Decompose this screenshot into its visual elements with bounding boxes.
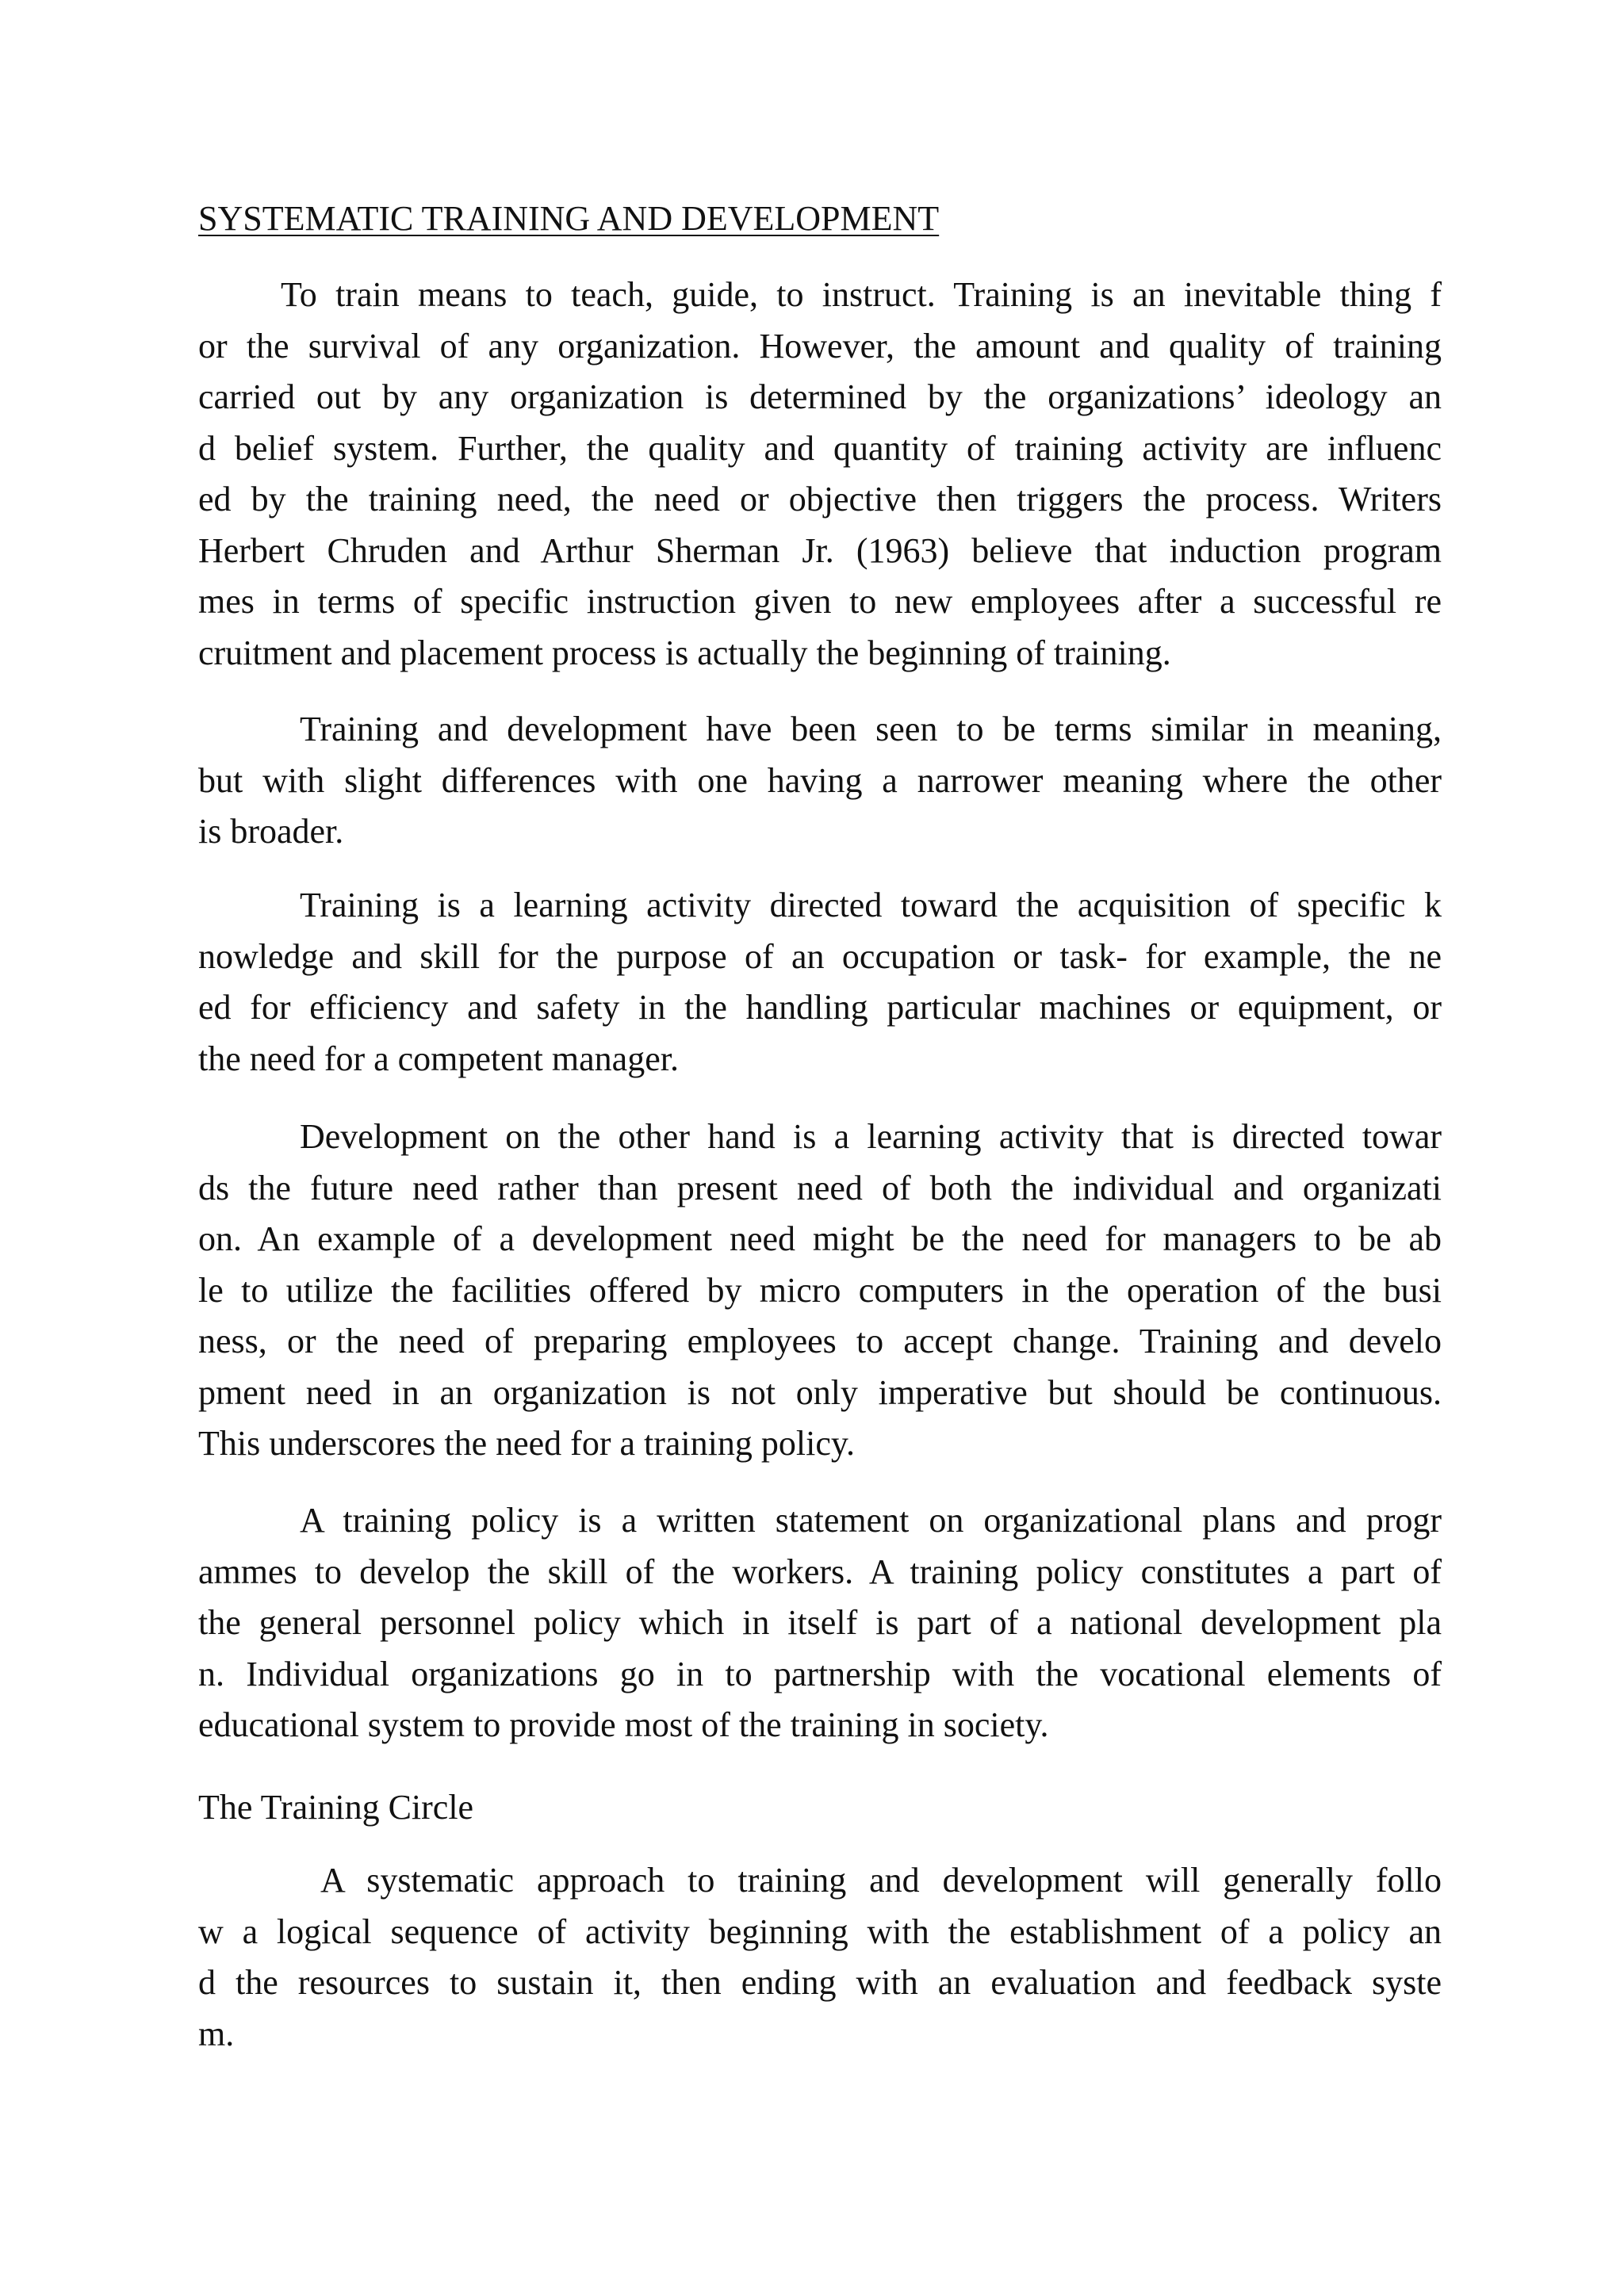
paragraph-5: [198, 1495, 1442, 1751]
paragraph-line: To train means to teach, guide, to instruct. Training is an inevitable thing f: [281, 275, 1442, 314]
paragraph-line: A systematic approach to training and development will generally follo: [320, 1861, 1442, 1900]
paragraph-line: but with slight differences with one having a narrower meaning where the other: [198, 760, 1442, 800]
paragraph-line: on. An example of a development need might be the need for managers to be ab: [198, 1219, 1442, 1258]
paragraph-3: [198, 880, 1442, 1085]
paragraph-line: is broader.: [198, 812, 344, 851]
paragraph-line: ed by the training need, the need or objective then triggers the process. Writers: [198, 480, 1442, 519]
paragraph-line: ness, or the need of preparing employees to accept change. Training and develo: [198, 1322, 1442, 1360]
paragraph-line: Herbert Chruden and Arthur Sherman Jr. (1963) believe that induction program: [198, 530, 1442, 570]
paragraph-line: This underscores the need for a training policy.: [198, 1424, 855, 1463]
paragraph-line: nowledge and skill for the purpose of an occupation or task- for example, the ne: [198, 936, 1442, 976]
paragraph-line: the need for a competent manager.: [198, 1039, 679, 1078]
paragraph-line: d belief system. Further, the quality and quantity of training activity are influenc: [198, 428, 1442, 468]
paragraph-line: ed for efficiency and safety in the handling particular machines or equipment, or: [198, 988, 1442, 1027]
paragraph-line: pment need in an organization is not only imperative but should be continuous.: [198, 1372, 1442, 1412]
paragraph-line: cruitment and placement process is actually the beginning of training.: [198, 633, 1171, 672]
paragraph-4: [198, 1112, 1442, 1470]
paragraph-line: ammes to develop the skill of the workers. A training policy constitutes a part of: [198, 1552, 1442, 1591]
document-title: SYSTEMATIC TRAINING AND DEVELOPMENT: [198, 199, 940, 238]
paragraph-line: educational system to provide most of the training in society.: [198, 1705, 1049, 1744]
section-subheading: The Training Circle: [198, 1788, 474, 1827]
paragraph-line: the general personnel policy which in itself is part of a national development pla: [198, 1603, 1442, 1642]
paragraph-line: Training is a learning activity directed toward the acquisition of specific k: [300, 886, 1442, 924]
paragraph-line: or the survival of any organization. However, the amount and quality of training: [198, 326, 1442, 365]
paragraph-line: d the resources to sustain it, then ending with an evaluation and feedback syste: [198, 1963, 1442, 2002]
paragraph-line: m.: [198, 2014, 235, 2053]
paragraph-line: A training policy is a written statement on organizational plans and progr: [300, 1501, 1442, 1540]
paragraph-line: n. Individual organizations go in to partnership with the vocational elements of: [198, 1654, 1442, 1693]
paragraph-6: [198, 1855, 1442, 2060]
paragraph-line: ds the future need rather than present need of both the individual and organizati: [198, 1168, 1442, 1207]
paragraph-line: Training and development have been seen to be terms similar in meaning,: [300, 710, 1442, 748]
paragraph-line: Development on the other hand is a learning activity that is directed towar: [300, 1117, 1442, 1156]
paragraph-1: [198, 270, 1442, 679]
paragraph-line: mes in terms of specific instruction given to new employees after a successful re: [198, 582, 1442, 621]
paragraph-line: le to utilize the facilities offered by micro computers in the operation of the busi: [198, 1270, 1442, 1310]
paragraph-line: w a logical sequence of activity beginning with the establishment of a policy an: [198, 1911, 1442, 1951]
paragraph-2: [198, 704, 1442, 858]
paragraph-line: carried out by any organization is determined by the organizations’ ideology an: [198, 377, 1442, 416]
